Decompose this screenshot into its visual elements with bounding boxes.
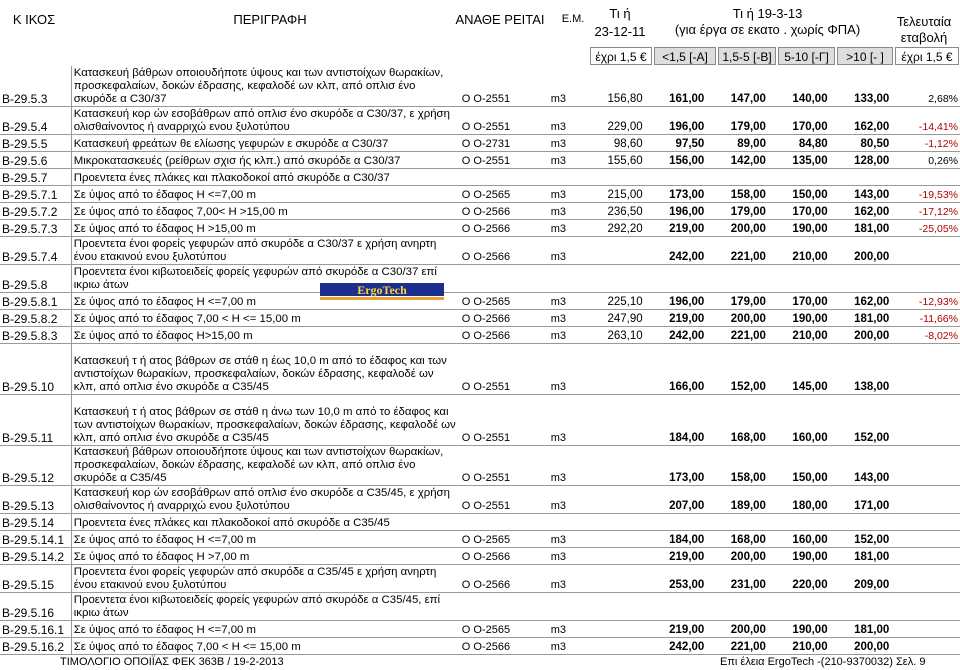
table-row	[0, 637, 960, 654]
row-price-d: 181,00	[830, 309, 892, 326]
row-change	[891, 168, 960, 185]
row-price-b: 189,00	[706, 485, 768, 513]
row-description: Προεντετα ένες πλάκες και πλακοδοκοί από σκυρόδε α C30/37	[71, 168, 460, 185]
header-price-old-1: Τι ή	[609, 6, 631, 21]
row-price-old: 229,00	[583, 106, 645, 134]
row-price-old	[583, 168, 645, 185]
row-price-old	[583, 445, 645, 485]
table-row	[0, 236, 960, 264]
row-price-d	[830, 168, 892, 185]
row-unit: m3	[549, 547, 583, 564]
row-code: Β-29.5.7.1	[0, 185, 71, 202]
row-price-old: 236,50	[583, 202, 645, 219]
row-reference: Ο Ο-2566	[460, 564, 549, 592]
page-footer	[0, 655, 960, 670]
row-unit: m3	[549, 309, 583, 326]
row-price-a: 184,00	[645, 394, 707, 445]
header-last-change-2: εταβολή	[900, 30, 948, 45]
row-description: Σε ύψος από το έδαφος Η <=7,00 m	[71, 530, 460, 547]
row-reference: Ο Ο-2566	[460, 547, 549, 564]
row-reference: Ο Ο-2566	[460, 309, 549, 326]
row-price-b: 158,00	[706, 185, 768, 202]
row-code: Β-29.5.4	[0, 106, 71, 134]
row-reference: Ο Ο-2566	[460, 236, 549, 264]
row-change	[891, 264, 960, 292]
table-row	[0, 309, 960, 326]
row-description: Σε ύψος από το έδαφος Η>15,00 m	[71, 326, 460, 343]
row-change	[891, 445, 960, 485]
row-price-b: 179,00	[706, 106, 768, 134]
subheader-last: έχρι 1,5 €	[895, 47, 959, 65]
row-price-c: 170,00	[768, 202, 830, 219]
row-price-b	[706, 592, 768, 620]
row-description: Κατασκευή βάθρων οποιουδήποτε ύψους και των αντιστοίχων θωρακίων, προσκεφαλαίων, δοκών έδρασης, κεφαλοδέ ων κλπ, από οπλισ ένο σκυρόδε α C30/37	[71, 66, 460, 106]
row-price-old: 225,10	[583, 292, 645, 309]
row-reference: Ο Ο-2565	[460, 620, 549, 637]
row-price-a: 219,00	[645, 309, 707, 326]
row-unit: m3	[549, 530, 583, 547]
row-price-d: 209,00	[830, 564, 892, 592]
row-change	[891, 513, 960, 530]
row-price-d: 128,00	[830, 151, 892, 168]
header-reference: ΑΝΑΘΕ ΡΕΙΤΑΙ	[455, 12, 545, 27]
row-price-old	[583, 564, 645, 592]
row-reference	[460, 513, 549, 530]
row-price-d: 80,50	[830, 134, 892, 151]
row-price-b: 168,00	[706, 530, 768, 547]
row-change: -12,93%	[891, 292, 960, 309]
row-price-old	[583, 236, 645, 264]
row-price-d: 152,00	[830, 530, 892, 547]
logo-text: ErgoTech	[357, 283, 407, 297]
row-unit: m3	[549, 485, 583, 513]
table-row	[0, 264, 960, 292]
row-change	[891, 530, 960, 547]
row-price-c: 170,00	[768, 292, 830, 309]
table-row	[0, 106, 960, 134]
row-price-old	[583, 264, 645, 292]
row-description: Προεντετα ένοι φορείς γεφυρών από σκυρόδε α C35/45 ε χρήση ανηρτη ένου ετακινού ενου ξυλοτύπου	[71, 564, 460, 592]
row-code: Β-29.5.7	[0, 168, 71, 185]
row-unit: m3	[549, 236, 583, 264]
row-change	[891, 485, 960, 513]
row-price-c: 190,00	[768, 620, 830, 637]
row-price-old: 156,80	[583, 66, 645, 106]
row-price-c: 190,00	[768, 219, 830, 236]
row-price-a: 166,00	[645, 343, 707, 394]
row-price-a	[645, 168, 707, 185]
row-price-old	[583, 485, 645, 513]
row-price-d: 181,00	[830, 547, 892, 564]
row-price-a: 242,00	[645, 326, 707, 343]
row-price-b: 89,00	[706, 134, 768, 151]
row-price-a	[645, 513, 707, 530]
row-price-old: 98,60	[583, 134, 645, 151]
row-price-d: 181,00	[830, 620, 892, 637]
row-price-a: 207,00	[645, 485, 707, 513]
row-change: -14,41%	[891, 106, 960, 134]
row-reference	[460, 168, 549, 185]
row-description: Κατασκευή κορ ών εσοβάθρων από οπλισ ένο σκυρόδε α C35/45, ε χρήση ολισθαίνοντος ή αναρριχώ ενου ξυλοτύπου	[71, 485, 460, 513]
subheader-old: έχρι 1,5 €	[590, 47, 652, 65]
row-price-d: 138,00	[830, 343, 892, 394]
row-price-d	[830, 513, 892, 530]
row-price-a: 184,00	[645, 530, 707, 547]
table-header	[0, 0, 960, 66]
row-price-c: 210,00	[768, 637, 830, 654]
row-price-old	[583, 394, 645, 445]
row-price-c	[768, 592, 830, 620]
row-price-d	[830, 592, 892, 620]
subheader-a: <1,5 [-Α]	[654, 47, 716, 65]
row-code: Β-29.5.7.4	[0, 236, 71, 264]
row-price-a: 196,00	[645, 292, 707, 309]
row-code: Β-29.5.3	[0, 66, 71, 106]
row-code: Β-29.5.7.2	[0, 202, 71, 219]
row-price-b: 221,00	[706, 637, 768, 654]
row-code: Β-29.5.16	[0, 592, 71, 620]
row-unit: m3	[549, 637, 583, 654]
row-price-c: 150,00	[768, 185, 830, 202]
row-price-d: 162,00	[830, 202, 892, 219]
table-row	[0, 185, 960, 202]
row-description: Προεντετα ένοι κιβωτοειδείς φορείς γεφυρών από σκυρόδε α C35/45, επί ικριω άτων	[71, 592, 460, 620]
row-price-c: 210,00	[768, 236, 830, 264]
row-price-c: 170,00	[768, 106, 830, 134]
row-reference: Ο Ο-2565	[460, 185, 549, 202]
header-code: Κ ΙΚΟΣ	[12, 12, 56, 27]
table-row	[0, 134, 960, 151]
row-change: -11,66%	[891, 309, 960, 326]
row-price-b: 200,00	[706, 219, 768, 236]
header-price-old-2: 23-12-11	[594, 24, 646, 39]
row-description: Προεντετα ένοι κιβωτοειδείς φορείς γεφυρών από σκυρόδε α C30/37 επί ικριω άτων	[71, 264, 460, 292]
row-change	[891, 592, 960, 620]
row-code: Β-29.5.13	[0, 485, 71, 513]
row-reference: Ο Ο-2565	[460, 530, 549, 547]
row-change: -19,53%	[891, 185, 960, 202]
row-price-old: 247,90	[583, 309, 645, 326]
row-unit: m3	[549, 66, 583, 106]
row-unit: m3	[549, 219, 583, 236]
row-description: Κατασκευή φρεάτων θε ελίωσης γεφυρών ε σκυρόδε α C30/37	[71, 134, 460, 151]
row-price-old	[583, 592, 645, 620]
row-description: Σε ύψος από το έδαφος Η <=7,00 m	[71, 292, 460, 309]
row-code: Β-29.5.14.1	[0, 530, 71, 547]
row-unit: m3	[549, 343, 583, 394]
row-price-d	[830, 264, 892, 292]
row-reference: Ο Ο-2566	[460, 637, 549, 654]
row-price-c: 160,00	[768, 394, 830, 445]
table-row	[0, 564, 960, 592]
row-unit: m3	[549, 620, 583, 637]
row-change: -25,05%	[891, 219, 960, 236]
row-reference: Ο Ο-2551	[460, 151, 549, 168]
row-price-d: 143,00	[830, 445, 892, 485]
row-unit: m3	[549, 106, 583, 134]
row-code: Β-29.5.14	[0, 513, 71, 530]
row-price-d: 133,00	[830, 66, 892, 106]
row-price-d: 162,00	[830, 106, 892, 134]
row-unit: m3	[549, 564, 583, 592]
row-change	[891, 343, 960, 394]
row-description: Προεντετα ένες πλάκες και πλακοδοκοί από σκυρόδε α C35/45	[71, 513, 460, 530]
row-price-c: 190,00	[768, 309, 830, 326]
row-price-b: 200,00	[706, 309, 768, 326]
row-price-a: 242,00	[645, 637, 707, 654]
subheader-d: >10 [- ]	[837, 47, 893, 65]
row-price-c: 140,00	[768, 66, 830, 106]
row-unit: m3	[549, 151, 583, 168]
row-price-a: 219,00	[645, 219, 707, 236]
row-reference: Ο Ο-2551	[460, 106, 549, 134]
row-price-c	[768, 513, 830, 530]
row-price-b: 158,00	[706, 445, 768, 485]
row-price-b: 221,00	[706, 326, 768, 343]
row-description: Κατασκευή τ ή ατος βάθρων σε στάθ η άνω των 10,0 m από το έδαφος και των αντιστοίχων θωρακίων, προσκεφαλαίων, δοκών έδρασης, κεφαλοδέ ων κλπ, από οπλισ ένο σκυρόδε α C35/45	[71, 394, 460, 445]
row-price-d: 181,00	[830, 219, 892, 236]
row-price-old: 155,60	[583, 151, 645, 168]
row-reference: Ο Ο-2566	[460, 326, 549, 343]
row-price-b: 179,00	[706, 202, 768, 219]
row-change	[891, 394, 960, 445]
row-price-b: 152,00	[706, 343, 768, 394]
row-change	[891, 547, 960, 564]
header-last-change-1: Τελευταία	[896, 14, 952, 29]
row-change	[891, 620, 960, 637]
row-code: Β-29.5.15	[0, 564, 71, 592]
table-row	[0, 292, 960, 309]
ergotech-logo	[320, 283, 444, 305]
table-row	[0, 168, 960, 185]
row-code: Β-29.5.8.2	[0, 309, 71, 326]
row-description: Σε ύψος από το έδαφος Η <=7,00 m	[71, 185, 460, 202]
row-price-c	[768, 264, 830, 292]
row-unit	[549, 264, 583, 292]
row-reference: Ο Ο-2551	[460, 445, 549, 485]
row-reference	[460, 264, 549, 292]
row-unit: m3	[549, 202, 583, 219]
row-reference: Ο Ο-2566	[460, 219, 549, 236]
row-description: Προεντετα ένοι φορείς γεφυρών από σκυρόδε α C30/37 ε χρήση ανηρτη ένου ετακινού ενου ξυλοτύπου	[71, 236, 460, 264]
row-description: Σε ύψος από το έδαφος 7,00 < Η <= 15,00 m	[71, 309, 460, 326]
table-row	[0, 343, 960, 394]
row-price-b	[706, 513, 768, 530]
row-price-old	[583, 530, 645, 547]
row-unit	[549, 168, 583, 185]
row-price-d: 162,00	[830, 292, 892, 309]
table-row	[0, 485, 960, 513]
row-price-old	[583, 620, 645, 637]
row-code: Β-29.5.8.3	[0, 326, 71, 343]
row-code: Β-29.5.6	[0, 151, 71, 168]
row-code: Β-29.5.11	[0, 394, 71, 445]
row-description: Σε ύψος από το έδαφος Η >7,00 m	[71, 547, 460, 564]
header-price-new-1: Τι ή 19-3-13	[732, 6, 803, 21]
row-price-c: 210,00	[768, 326, 830, 343]
row-price-b: 200,00	[706, 547, 768, 564]
table-row	[0, 66, 960, 106]
row-unit	[549, 592, 583, 620]
ergotech-logo-icon	[320, 283, 444, 300]
row-price-c: 84,80	[768, 134, 830, 151]
row-price-b: 231,00	[706, 564, 768, 592]
row-unit: m3	[549, 292, 583, 309]
row-price-d: 200,00	[830, 326, 892, 343]
row-reference: Ο Ο-2565	[460, 292, 549, 309]
row-price-old	[583, 637, 645, 654]
row-code: Β-29.5.10	[0, 343, 71, 394]
table-row	[0, 394, 960, 445]
row-price-c	[768, 168, 830, 185]
row-price-c: 180,00	[768, 485, 830, 513]
row-price-old: 215,00	[583, 185, 645, 202]
row-code: Β-29.5.12	[0, 445, 71, 485]
row-price-a: 219,00	[645, 620, 707, 637]
row-change: 2,68%	[891, 66, 960, 106]
row-price-a: 173,00	[645, 185, 707, 202]
row-description: Κατασκευή τ ή ατος βάθρων σε στάθ η έως 10,0 m από το έδαφος και των αντιστοίχων θωρακίων, προσκεφαλαίων, δοκών έδρασης, κεφαλοδέ ων κλπ, από οπλισ ένο σκυρόδε α C35/45	[71, 343, 460, 394]
row-reference: Ο Ο-2566	[460, 202, 549, 219]
row-description: Κατασκευή κορ ών εσοβάθρων από οπλισ ένο σκυρόδε α C30/37, ε χρήση ολισθαίνοντος ή αναρριχώ ενου ξυλοτύπου	[71, 106, 460, 134]
row-price-a	[645, 264, 707, 292]
row-price-a: 242,00	[645, 236, 707, 264]
row-description: Σε ύψος από το έδαφος 7,00< Η >15,00 m	[71, 202, 460, 219]
row-price-c: 190,00	[768, 547, 830, 564]
row-price-old: 292,20	[583, 219, 645, 236]
header-description: ΠΕΡΙΓΡΑΦΗ	[233, 12, 307, 27]
table-row	[0, 620, 960, 637]
row-unit: m3	[549, 134, 583, 151]
row-price-c: 220,00	[768, 564, 830, 592]
row-price-d: 152,00	[830, 394, 892, 445]
row-change: 0,26%	[891, 151, 960, 168]
row-code: Β-29.5.5	[0, 134, 71, 151]
row-price-a: 253,00	[645, 564, 707, 592]
row-price-b: 142,00	[706, 151, 768, 168]
row-price-d: 171,00	[830, 485, 892, 513]
row-code: Β-29.5.16.1	[0, 620, 71, 637]
table-row	[0, 326, 960, 343]
row-reference: Ο Ο-2551	[460, 343, 549, 394]
row-code: Β-29.5.14.2	[0, 547, 71, 564]
row-price-b: 179,00	[706, 292, 768, 309]
row-price-b: 221,00	[706, 236, 768, 264]
row-reference	[460, 592, 549, 620]
row-description: Σε ύψος από το έδαφος Η <=7,00 m	[71, 620, 460, 637]
footer-right: Επι έλεια ErgoTech -(210-9370032) Σελ. 9	[720, 656, 926, 668]
row-price-a: 219,00	[645, 547, 707, 564]
row-change: -17,12%	[891, 202, 960, 219]
table-row	[0, 530, 960, 547]
row-price-a: 156,00	[645, 151, 707, 168]
row-price-d: 143,00	[830, 185, 892, 202]
row-price-c: 135,00	[768, 151, 830, 168]
row-unit	[549, 513, 583, 530]
row-price-c: 150,00	[768, 445, 830, 485]
row-unit: m3	[549, 445, 583, 485]
row-code: Β-29.5.7.3	[0, 219, 71, 236]
row-price-a	[645, 592, 707, 620]
table-row	[0, 592, 960, 620]
table-row	[0, 151, 960, 168]
row-change	[891, 637, 960, 654]
row-price-a: 196,00	[645, 106, 707, 134]
row-unit: m3	[549, 326, 583, 343]
row-unit: m3	[549, 394, 583, 445]
row-reference: Ο Ο-2551	[460, 66, 549, 106]
row-code: Β-29.5.16.2	[0, 637, 71, 654]
row-reference: Ο Ο-2551	[460, 485, 549, 513]
row-price-a: 173,00	[645, 445, 707, 485]
row-price-a: 196,00	[645, 202, 707, 219]
row-price-c: 145,00	[768, 343, 830, 394]
row-price-d: 200,00	[830, 637, 892, 654]
table-row	[0, 513, 960, 530]
header-price-new-2: (για έργα σε εκατο . χωρίς ΦΠΑ)	[674, 22, 861, 37]
table-row	[0, 547, 960, 564]
row-unit: m3	[549, 185, 583, 202]
table-row	[0, 202, 960, 219]
row-price-c: 160,00	[768, 530, 830, 547]
row-change: -8,02%	[891, 326, 960, 343]
row-price-b: 200,00	[706, 620, 768, 637]
row-description: Σε ύψος από το έδαφος Η >15,00 m	[71, 219, 460, 236]
row-reference: Ο Ο-2551	[460, 394, 549, 445]
table-row	[0, 445, 960, 485]
row-price-old	[583, 513, 645, 530]
row-reference: Ο Ο-2731	[460, 134, 549, 151]
subheader-c: 5-10 [-Γ]	[778, 47, 835, 65]
row-change	[891, 564, 960, 592]
row-price-d: 200,00	[830, 236, 892, 264]
row-description: Μικροκατασκευές (ρείθρων σχισ ής κλπ.) από σκυρόδε α C30/37	[71, 151, 460, 168]
row-code: Β-29.5.8.1	[0, 292, 71, 309]
subheader-b: 1,5-5 [-Β]	[718, 47, 776, 65]
row-change: -1,12%	[891, 134, 960, 151]
row-price-b	[706, 168, 768, 185]
footer-left: ΤΙΜΟΛΟΓΙΟ ΟΠΟΙΪΑΣ ΦΕΚ 363Β / 19-2-2013	[60, 656, 284, 668]
price-table	[0, 66, 960, 655]
row-price-old: 263,10	[583, 326, 645, 343]
row-price-b: 147,00	[706, 66, 768, 106]
row-price-old	[583, 343, 645, 394]
row-change	[891, 236, 960, 264]
row-description: Σε ύψος από το έδαφος 7,00 < Η <= 15,00 m	[71, 637, 460, 654]
row-price-b: 168,00	[706, 394, 768, 445]
row-price-a: 161,00	[645, 66, 707, 106]
row-code: Β-29.5.8	[0, 264, 71, 292]
row-price-old	[583, 547, 645, 564]
row-description: Κατασκευή βάθρων οποιουδήποτε ύψους και των αντιστοίχων θωρακίων, προσκεφαλαίων, δοκών έδρασης, κεφαλοδέ ων κλπ, από οπλισ ένο σκυρόδε α C35/45	[71, 445, 460, 485]
header-unit: Ε.Μ.	[561, 13, 585, 25]
table-row	[0, 219, 960, 236]
row-price-b	[706, 264, 768, 292]
row-price-a: 97,50	[645, 134, 707, 151]
